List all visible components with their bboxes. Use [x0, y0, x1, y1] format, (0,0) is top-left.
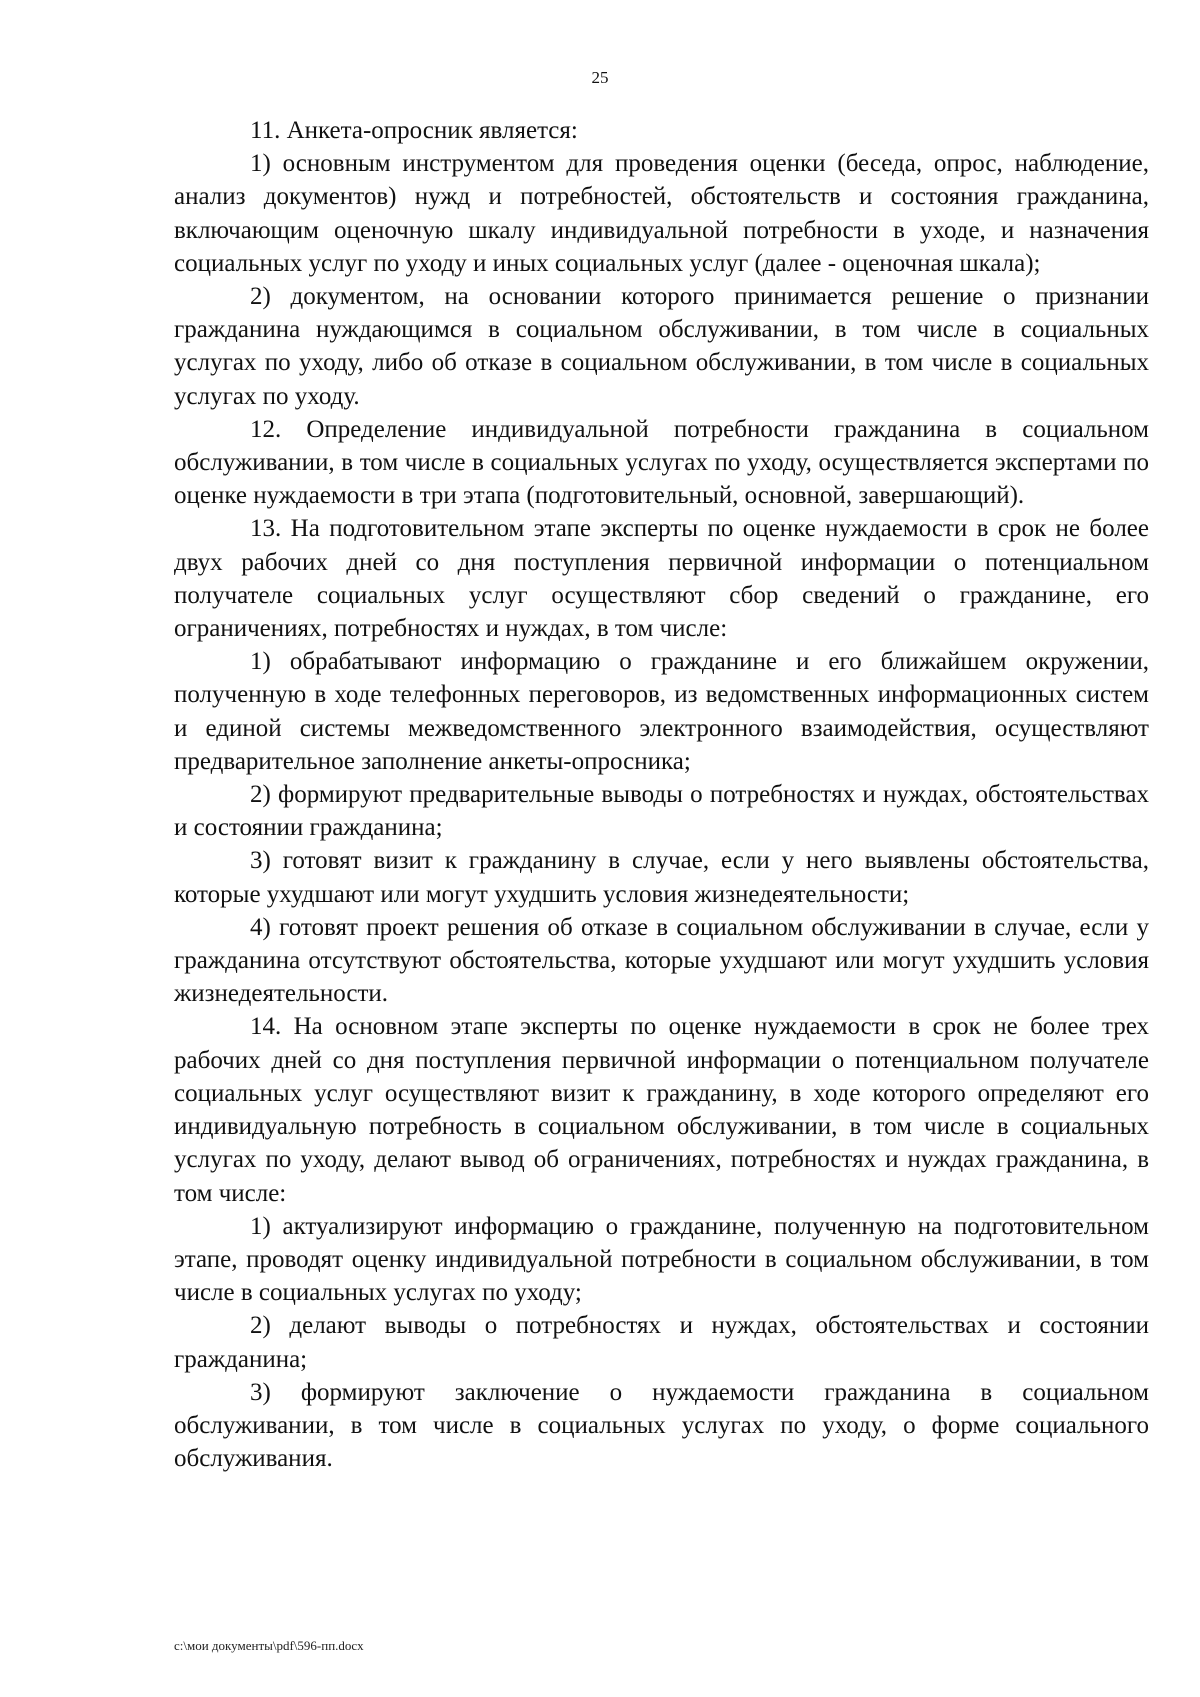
paragraph-14-item-2: 2) делают выводы о потребностях и нуждах, обстоятельствах и состоянии гражданина; — [174, 1312, 1149, 1373]
paragraph-12: 12. Определение индивидуальной потребности гражданина в социальном обслуживании, в том числе в социальных услугах по уходу, осуществляется экспертами по оценке нуждаемости в три этапа (подготовительный, основной, завершающий). — [174, 415, 1149, 510]
paragraph-14-item-3: 3) формируют заключение о нуждаемости гражданина в социальном обслуживании, в том числе в социальных услугах по уходу, о форме социального обслуживания. — [174, 1378, 1149, 1473]
page-number: 25 — [591, 68, 609, 87]
paragraph-13-item-3: 3) готовят визит к гражданину в случае, если у него выявлены обстоятельства, которые ухудшают или могут ухудшить условия жизнедеятельности; — [174, 847, 1149, 908]
paragraph-13-item-2: 2) формируют предварительные выводы о потребностях и нуждах, обстоятельствах и состоянии гражданина; — [174, 781, 1149, 842]
paragraph-13-item-4: 4) готовят проект решения об отказе в социальном обслуживании в случае, если у гражданина отсутствуют обстоятельства, которые ухудшают или могут ухудшить условия жизнедеятельности. — [174, 913, 1149, 1008]
paragraph-14: 14. На основном этапе эксперты по оценке нуждаемости в срок не более трех рабочих дней со дня поступления первичной информации о потенциальном получателе социальных услуг осуществляют визит к гражданину, в ходе которого определяют его индивидуальную потребность в социальном обслуживании, в том числе в социальных услугах по уходу, делают вывод об ограничениях, потребностях и нуждах гражданина, в том числе: — [174, 1013, 1149, 1207]
paragraph-14-item-1: 1) актуализируют информацию о гражданине, полученную на подготовительном этапе, проводят оценку индивидуальной потребности в социальном обслуживании, в том числе в социальных услугах по уходу; — [174, 1212, 1149, 1307]
paragraph-11-heading: 11. Анкета-опросник является: — [250, 117, 578, 144]
paragraph-11-item-2: 2) документом, на основании которого принимается решение о признании гражданина нуждающимся в социальном обслуживании, в том числе в социальных услугах по уходу, либо об отказе в социальном обслуживании, в том числе в социальных услугах по уходу. — [174, 283, 1149, 410]
paragraph-11-item-1: 1) основным инструментом для проведения оценки (беседа, опрос, наблюдение, анализ документов) нужд и потребностей, обстоятельств и состояния гражданина, включающим оценочную шкалу индивидуальной потребности в уходе, и назначения социальных услуг по уходу и иных социальных услуг (далее - оценочная шкала); — [174, 150, 1149, 277]
paragraph-13-item-1: 1) обрабатывают информацию о гражданине и его ближайшем окружении, полученную в ходе телефонных переговоров, из ведомственных информационных систем и единой системы межведомственного электронного взаимодействия, осуществляют предварительное заполнение анкеты-опросника; — [174, 648, 1149, 775]
document-body — [174, 114, 1149, 1475]
paragraph-13: 13. На подготовительном этапе эксперты по оценке нуждаемости в срок не более двух рабочих дней со дня поступления первичной информации о потенциальном получателе социальных услуг осуществляют сбор сведений о гражданине, его ограничениях, потребностях и нуждах, в том числе: — [174, 515, 1149, 643]
footer-file-path: c:\мои документы\pdf\596-пп.docx — [174, 1638, 364, 1653]
